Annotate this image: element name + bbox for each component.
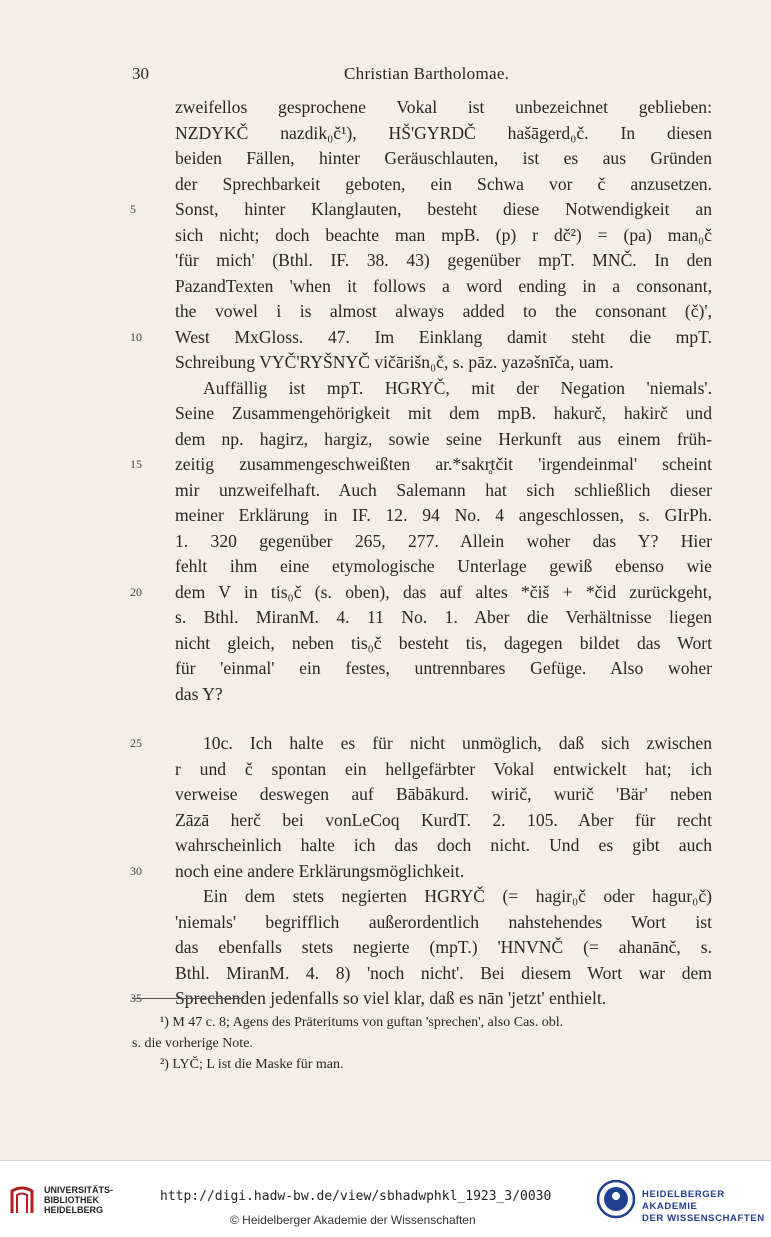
page-number: 30 [132,64,149,83]
text-line-content: Sonst, hinter Klanglauten, besteht diese Notwendigkeit an [175,199,712,219]
text-line-content: Sprechenden jedenfalls so viel klar, daß es nān 'jetzt' enthielt. [175,988,607,1008]
text-line-content: nicht gleich, neben tis₀č besteht tis, dagegen bildet das Wort [175,632,712,653]
university-library-logo-icon [8,1183,36,1217]
text-line [175,274,712,300]
text-line [175,223,712,249]
text-line-content: beiden Fällen, hinter Geräuschlauten, ist es aus Gründen [175,148,712,168]
text-line-content: Ein dem stets negierten HGRYČ (= hagir₀č oder hagur₀č) [203,886,712,906]
text-line-content: dem V in tis₀č (s. oben), das auf altes *čiš + *čid zurückgeht, [175,581,712,602]
line-number: 5 [130,202,136,216]
text-line-content: West MxGloss. 47. Im Einklang damit steht die mpT. [175,326,712,347]
text-line-content: Seine Zusammengehörigkeit mit dem mpB. hakurč, hakirč und [175,403,712,423]
text-line [175,935,712,961]
line-number: 30 [130,863,142,878]
text-line [175,121,712,147]
line-number: 10 [130,329,142,344]
footnotes [132,1012,712,1075]
line-number: 15 [130,457,142,471]
text-line [175,682,712,708]
text-line [130,731,712,757]
text-line [175,554,712,580]
text-line [175,757,712,783]
university-library-name [44,1185,113,1215]
text-line-content: s. Bthl. MiranM. 4. 11 No. 1. Aber die Verhältnisse liegen [175,607,712,627]
text-line-content: Schreibung VYČ'RYŠNYČ vičārišn₀č, s. pāz. yazəšnīča, uam. [175,352,614,372]
text-line-content: Zāzā herč bei vonLeCoq KurdT. 2. 105. Aber für recht [175,809,712,830]
text-line-content: PazandTexten 'when it follows a word ending in a consonant, [175,275,712,296]
text-line [175,146,712,172]
text-line-content: zeitig zusammengeschweißten ar.*sakr̥tčit 'irgendeinmal' scheint [175,454,712,474]
library-name-line: HEIDELBERG [44,1205,104,1215]
text-line-content: NZDYKČ nazdik₀č¹), HŠ'GYRDČ hašāgerd₀č. In diesen [175,122,712,143]
footnote-divider [132,998,244,999]
footnote-line: ²) LYČ; L ist die Maske für man. [160,1057,344,1072]
academy-name [642,1189,771,1225]
text-line [175,631,712,657]
text-line [175,172,712,198]
text-line [175,503,712,529]
text-line-content: wahrscheinlich halte ich das doch nicht. Und es gibt auch [175,835,712,855]
text-line-content: fehlt ihm eine etymologische Unterlage gewiß ebenso wie [175,556,712,576]
text-line-content: für 'einmal' ein festes, untrennbares Gefüge. Also woher [175,658,712,678]
text-line [130,986,712,1012]
text-line [175,478,712,504]
text-line [175,782,712,808]
text-line-content: zweifellos gesprochene Vokal ist unbezeichnet geblieben: [175,97,712,117]
text-line [130,859,712,885]
text-line-content: Bthl. MiranM. 4. 8) 'noch nicht'. Bei diesem Wort war dem [175,962,712,983]
text-line-content: r und č spontan ein hellgefärbter Vokal entwickelt hat; ich [175,758,712,779]
text-line [175,884,712,910]
text-line [175,427,712,453]
text-line [130,197,712,223]
text-line-content: the vowel i is almost always added to the consonant (č)', [175,301,712,321]
text-line-content: sich nicht; doch beachte man mpB. (p) r dč²) = (pa) man₀č [175,224,712,245]
text-line [175,529,712,555]
text-line-content: Auffällig ist mpT. HGRYČ, mit der Negation 'niemals'. [203,377,712,398]
text-line [175,656,712,682]
copyright-notice: © Heidelberger Akademie der Wissenschaften [230,1213,476,1227]
text-line-content: der Sprechbarkeit geboten, ein Schwa vor č anzusetzen. [175,173,712,194]
text-line-content: mir unzweifelhaft. Auch Salemann hat sich schließlich dieser [175,479,712,500]
text-line [175,299,712,325]
text-line-content: meiner Erklärung in IF. 12. 94 No. 4 angeschlossen, s. GIrPh. [175,505,712,525]
text-line-content: das ebenfalls stets negierte (mpT.) 'HNVNČ (= ahanānč, s. [175,937,712,957]
text-line [175,376,712,402]
line-number: 25 [130,736,142,750]
text-line [175,833,712,859]
text-line [175,401,712,427]
text-line [175,95,712,121]
text-line-content: das Y? [175,683,223,704]
running-head-title: Christian Bartholomae. [344,64,510,83]
line-number: 35 [130,991,142,1005]
text-line [175,808,712,834]
text-line [130,580,712,606]
academy-name-line: HEIDELBERGER AKADEMIE [642,1189,725,1212]
permalink-url[interactable]: http://digi.hadw-bw.de/view/sbhadwphkl_1923_3/0030 [160,1189,552,1204]
text-line-content: dem np. hagirz, hargiz, sowie seine Herkunft aus einem früh- [175,428,712,449]
text-line [130,452,712,478]
text-line [175,961,712,987]
body-text [130,95,712,1012]
text-line-content: 10c. Ich halte es für nicht unmöglich, daß sich zwischen [203,733,712,753]
footnote-line: ¹) M 47 c. 8; Agens des Präteritums von guftan 'sprechen', also Cas. obl. [160,1015,564,1030]
library-name-line: BIBLIOTHEK [44,1195,99,1205]
text-line [175,910,712,936]
footnote-line: s. die vorherige Note. [132,1036,253,1051]
text-line [175,605,712,631]
text-line-content: 1. 320 gegenüber 265, 277. Allein woher das Y? Hier [175,530,712,551]
text-line-content: verweise deswegen auf Bābākurd. wirič, wurič 'Bär' neben [175,784,712,804]
text-line [175,248,712,274]
academy-seal-icon [596,1177,636,1221]
line-number: 20 [130,584,142,599]
viewer-footer [0,1160,771,1237]
text-line [175,350,712,376]
text-line-content: noch eine andere Erklärungsmöglichkeit. [175,860,465,881]
academy-name-line: DER WISSENSCHAFTEN [642,1213,765,1224]
text-line-content: 'für mich' (Bthl. IF. 38. 43) gegenüber mpT. MNČ. In den [175,250,712,270]
library-name-line: UNIVERSITÄTS- [44,1185,114,1195]
text-line [130,325,712,351]
running-head [132,64,712,88]
text-line-content: 'niemals' begrifflich außerordentlich nahstehendes Wort ist [175,911,712,932]
